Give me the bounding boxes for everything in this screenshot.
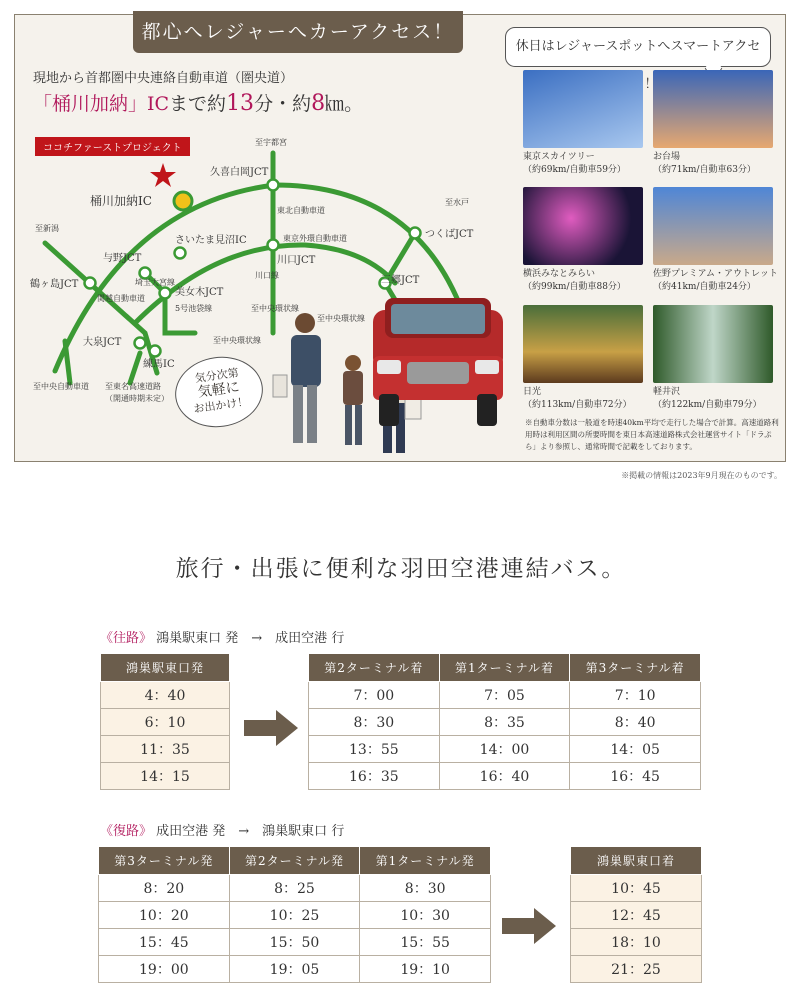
ic-nerima [150,346,161,357]
leisure-speech-bubble: 休日はレジャースポットへスマートアクセ ！！ [505,27,771,67]
label-tsukuba: つくばJCT [425,229,474,240]
table-row [571,956,702,983]
site-star-icon [150,163,176,187]
time-cell: 8：35 [439,709,570,736]
time-cell: 8：25 [229,875,360,902]
time-cell: 19：00 [99,956,230,983]
outbound-dep-header: 鴻巣駅東口発 [101,654,230,682]
time-cell: 19：05 [229,956,360,983]
arr-header-t3: 第3ターミナル着 [570,654,701,682]
time-cell: 10：20 [99,902,230,929]
outbound-route [100,627,344,646]
project-site-tag: ココチファーストプロジェクト [35,137,190,156]
jct-yono [140,268,151,279]
outbound-arrival-table [308,653,701,790]
label-kanetsu: 関越自動車道 [97,294,145,303]
dep-header-t2: 第2ターミナル発 [229,847,360,875]
time-cell: 21：25 [571,956,702,983]
time-cell: 7：10 [570,682,701,709]
spot-detail: （約99km/自動車88分） [523,282,626,292]
photo-sano-outlet [653,187,773,265]
time-cell: 16：40 [439,763,570,790]
jct-tsukuba [410,228,421,239]
inbound-route [100,820,344,839]
spot-detail: （約69km/自動車59分） [523,165,626,175]
time-cell: 16：45 [570,763,701,790]
label-to-niigata: 至新潟 [35,224,59,233]
label-to-tomei: 至東名高速道路 [105,382,161,391]
spot-detail: （約41km/自動車24分） [653,282,756,292]
table-row [309,736,701,763]
label-to-chuo: 至中央自動車道 [33,382,89,391]
red-suv-illustration [363,290,513,435]
outbound-tag: 《往路》 [100,631,153,646]
table-row [99,875,491,902]
label-tomei-note: （開通時期未定） [105,394,169,403]
time-cell: 15：55 [360,929,491,956]
label-yono: 与野JCT [103,253,142,264]
ic-name: 「桶川加納」IC [33,93,170,115]
table-row [101,709,230,736]
time-cell: 19：10 [360,956,491,983]
caption-skytree [523,151,663,177]
time-cell: 4：40 [101,682,230,709]
time-cell: 10：25 [229,902,360,929]
man-figure [273,313,321,443]
callout-line: 気分次第 [194,366,240,386]
time-cell: 14：05 [570,736,701,763]
caption-nikko [523,386,663,412]
time-cell: 15：50 [229,929,360,956]
spot-detail: （約113km/自動車72分） [523,400,632,410]
spot-name: 横浜みなとみらい [523,269,596,279]
spot-name: 佐野プレミアム・アウトレット [653,269,778,279]
spot-name: お台場 [653,152,681,162]
outbound-departure-table [100,653,230,790]
table-row [309,682,701,709]
text-part: ㎞。 [325,93,364,115]
label-to-chuo-kanjo-1: 至中央環状線 [251,304,299,313]
label-kuki: 久喜白岡JCT [210,167,269,178]
photo-nikko [523,305,643,383]
tomei-line [130,353,140,383]
access-description: 現地から首都圏中央連絡自動車道（圏央道） [33,71,294,86]
access-panel [14,14,786,462]
inbound-arr-header: 鴻巣駅東口着 [571,847,702,875]
inbound-arrival-table [570,846,702,983]
dep-header-t3: 第3ターミナル発 [99,847,230,875]
label-kawaguchi-line: 川口線 [255,271,279,280]
text-part: まで約 [169,93,227,115]
photo-skytree [523,70,643,148]
label-saitama-ohmiya: 埼玉大宮線 [135,278,175,287]
child-figure [343,355,363,445]
time-cell: 12：45 [571,902,702,929]
label-route5: 5号池袋線 [175,304,213,313]
table-row [309,763,701,790]
label-to-mito: 至水戸 [445,198,469,207]
label-tohoku: 東北自動車道 [277,206,325,215]
label-to-chuo-kanjo-3: 至中央環状線 [213,336,261,345]
ic-okegawa-kano [174,192,192,210]
time-cell: 10：30 [360,902,491,929]
jct-bijogi [160,288,171,299]
table-row [309,709,701,736]
time-cell: 18：10 [571,929,702,956]
access-time-distance [33,89,363,116]
time-cell: 8：20 [99,875,230,902]
caption-sano-outlet [653,268,802,294]
label-tsurugashima: 鶴ヶ島JCT [30,279,79,290]
km-value: 8 [311,91,326,116]
table-row [99,929,491,956]
table-row [571,875,702,902]
jct-tsurugashima [85,278,96,289]
info-date-note: ※掲載の情報は2023年9月現在のものです。 [621,471,782,480]
arr-header-t1: 第1ターミナル着 [439,654,570,682]
access-banner: 都心へレジャーへカーアクセス！ [133,11,463,53]
right-arrow-icon [502,906,558,946]
travel-time-footnote: ※自動車分数は一般道を時速40km平均で走行した場合で計算。高速道路利用時は利用区間の所要時間を東日本高速道路株式会社運営サイト「ドラぷら」より参照し、通常時間で記載をしております。 [525,418,779,451]
spot-name: 軽井沢 [653,387,681,397]
table-row [101,736,230,763]
time-cell: 7：05 [439,682,570,709]
bus-section-title: 旅行・出張に便利な羽田空港連結バス。 [175,556,627,582]
table-row [571,902,702,929]
callout-line: 気軽に [196,379,241,401]
inbound-tag: 《復路》 [100,824,153,839]
table-row [101,682,230,709]
spot-detail: （約122km/自動車79分） [653,400,762,410]
jct-oizumi [135,338,146,349]
time-cell: 16：35 [309,763,440,790]
label-oizumi: 大泉JCT [83,337,122,348]
time-cell: 14：15 [101,763,230,790]
arr-header-t2: 第2ターミナル着 [309,654,440,682]
label-to-utsunomiya: 至宇都宮 [255,138,287,147]
right-arrow-icon [244,708,300,748]
ic-saitama-mino [175,248,186,259]
photo-karuizawa [653,305,773,383]
minutes-value: 13 [226,91,255,116]
label-saitama-mino: さいたま見沼IC [175,235,247,246]
caption-karuizawa [653,386,793,412]
label-misato: 三郷JCT [381,275,420,286]
outbound-route-text: 鴻巣駅東口 発 → 成田空港 行 [156,631,345,646]
label-gaikan: 東京外環自動車道 [283,234,347,243]
inbound-route-text: 成田空港 発 → 鴻巣駅東口 行 [156,824,345,839]
time-cell: 7：00 [309,682,440,709]
label-okegawa: 桶川加納IC [90,194,152,208]
jct-kawaguchi [268,240,279,251]
jct-kuki [268,180,279,191]
time-cell: 6：10 [101,709,230,736]
chuo-south-line [65,341,70,383]
table-row [571,929,702,956]
time-cell: 8：30 [309,709,440,736]
time-cell: 11：35 [101,736,230,763]
photo-odaiba [653,70,773,148]
label-nerima: 練馬IC [143,359,175,370]
label-kawaguchi: 川口JCT [277,255,316,266]
time-cell: 15：45 [99,929,230,956]
time-cell: 13：55 [309,736,440,763]
label-bijogi: 美女木JCT [175,287,224,298]
table-row [101,763,230,790]
inbound-departure-table [98,846,491,983]
label-to-chuo-kanjo-2: 至中央環状線 [317,314,365,323]
dep-header-t1: 第1ターミナル発 [360,847,491,875]
spot-name: 東京スカイツリー [523,152,595,162]
time-cell: 10：45 [571,875,702,902]
table-row [99,902,491,929]
time-cell: 8：40 [570,709,701,736]
spot-detail: （約71km/自動車63分） [653,165,756,175]
spot-name: 日光 [523,387,542,397]
time-cell: 8：30 [360,875,491,902]
photo-minatomirai [523,187,643,265]
caption-minatomirai [523,268,663,294]
text-part: 分・約 [254,93,312,115]
callout-line: お出かけ！ [192,395,250,416]
table-row [99,956,491,983]
time-cell: 14：00 [439,736,570,763]
caption-odaiba [653,151,793,177]
